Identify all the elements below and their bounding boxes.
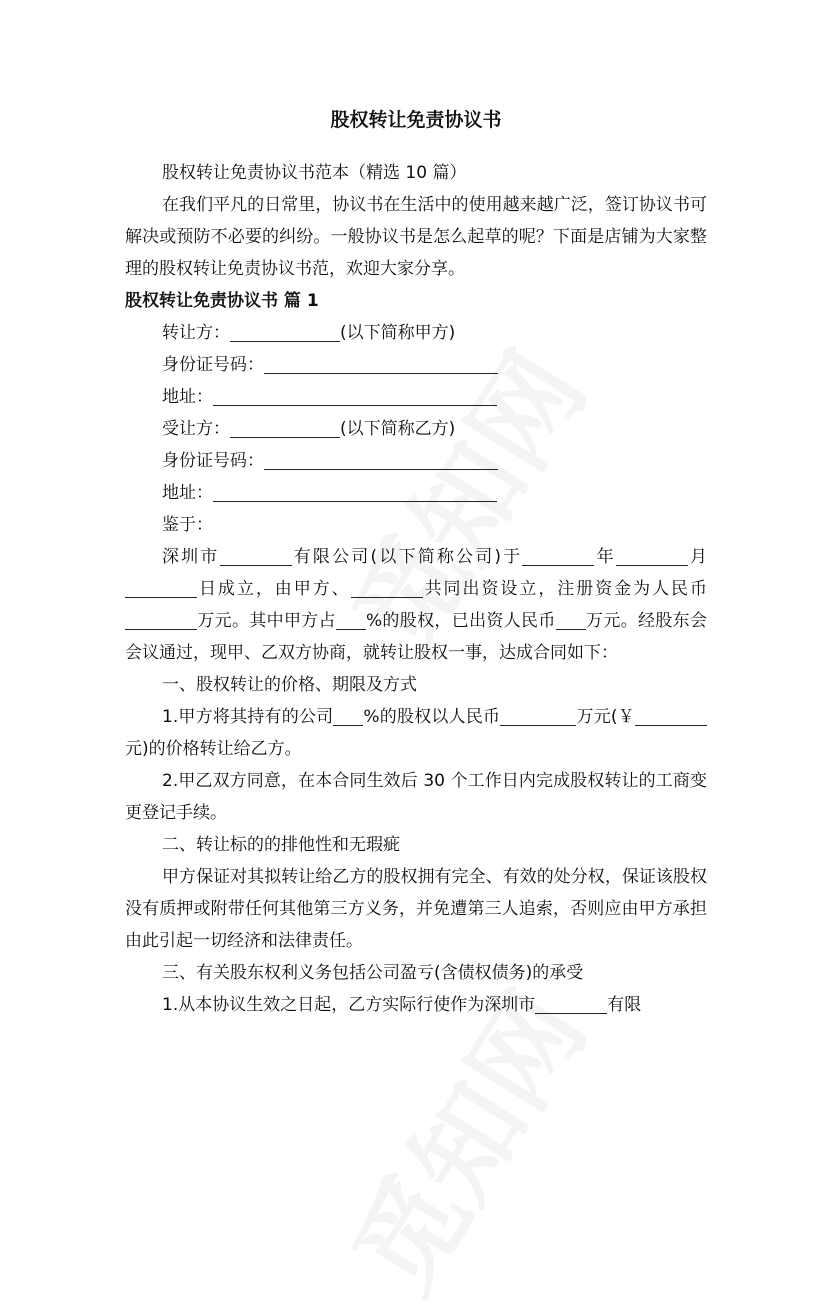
document-title: 股权转让免责协议书 (330, 109, 502, 131)
blank-line (125, 610, 197, 630)
section-heading: 股权转让免责协议书 篇 1 (125, 291, 319, 311)
clause-1-item-1 (125, 701, 707, 765)
transferor-line (125, 317, 707, 349)
blank-line (230, 418, 340, 438)
text-run: 1.从本协议生效之日起，乙方实际行使作为深圳市 (162, 995, 536, 1015)
clause-1-item-2: 2.甲乙双方同意，在本合同生效后 30 个工作日内完成股权转让的工商变更登记手续。 (125, 771, 707, 823)
address-label: 地址： (162, 483, 213, 503)
subtitle: 股权转让免责协议书范本（精选 10 篇） (162, 163, 467, 183)
text-run: 万元(￥ (576, 707, 635, 727)
text-run: 1.甲方将其持有的公司 (162, 707, 334, 727)
whereas-paragraph (125, 541, 707, 669)
blank-line (351, 578, 423, 598)
blank-line (556, 610, 586, 630)
clause-1-heading: 一、股权转让的价格、期限及方式 (162, 675, 417, 695)
text-run: 元)的价格转让给乙方。 (125, 739, 302, 759)
text-run: 万元。经股东会会议通过，现甲、乙双方协商，就转让股权一事，达成合同如下： (125, 611, 708, 663)
blank-line (213, 386, 497, 406)
address-label: 地址： (162, 387, 213, 407)
blank-line (333, 706, 363, 726)
blank-line (125, 578, 197, 598)
blank-line (635, 706, 707, 726)
blank-line (616, 546, 688, 566)
text-run: 深圳市 (162, 547, 220, 567)
text-run: 有限公司(以下简称公司)于 (291, 547, 523, 567)
blank-line (535, 994, 607, 1014)
whereas-label: 鉴于： (162, 515, 213, 535)
blank-line (213, 482, 497, 502)
text-run: 年 (594, 547, 616, 567)
text-run: %的股权以人民币 (363, 707, 501, 727)
blank-line (264, 450, 498, 470)
text-run: 日成立，由甲方、 (197, 579, 351, 599)
blank-line (220, 546, 292, 566)
text-run: 有限 (607, 995, 642, 1015)
id-label: 身份证号码： (162, 451, 264, 471)
blank-line (336, 610, 366, 630)
id-line-2 (125, 445, 707, 477)
text-run: 月 (687, 547, 708, 567)
text-run: 共同出资设立，注册资金为人民币 (422, 579, 707, 599)
address-line-1 (125, 381, 707, 413)
text-run: 万元。其中甲方占 (197, 611, 336, 631)
transferee-label: 受让方： (162, 419, 230, 439)
transferor-label: 转让方： (162, 323, 230, 343)
transferee-note: (以下简称乙方) (340, 419, 456, 439)
transferee-line (125, 413, 707, 445)
blank-line (500, 706, 576, 726)
document-body (125, 100, 707, 1021)
clause-3-item-1 (125, 989, 707, 1021)
address-line-2 (125, 477, 707, 509)
clause-2-text: 甲方保证对其拟转让给乙方的股权拥有完全、有效的处分权，保证该股权没有质押或附带任何其他第三方义务，并免遭第三人追索，否则应由甲方承担由此引起一切经济和法律责任。 (125, 867, 707, 951)
transferor-note: (以下简称甲方) (340, 323, 456, 343)
text-run: %的股权，已出资人民币 (365, 611, 556, 631)
id-label: 身份证号码： (162, 355, 264, 375)
clause-2-heading: 二、转让标的的排他性和无瑕疵 (162, 835, 400, 855)
blank-line (264, 354, 498, 374)
blank-line (230, 322, 340, 342)
blank-line (522, 546, 594, 566)
intro-paragraph: 在我们平凡的日常里，协议书在生活中的使用越来越广泛，签订协议书可解决或预防不必要的纠纷。一般协议书是怎么起草的呢？下面是店铺为大家整理的股权转让免责协议书范，欢迎大家分享。 (125, 195, 707, 279)
clause-3-heading: 三、有关股东权利义务包括公司盈亏(含债权债务)的承受 (162, 963, 584, 983)
id-line-1 (125, 349, 707, 381)
